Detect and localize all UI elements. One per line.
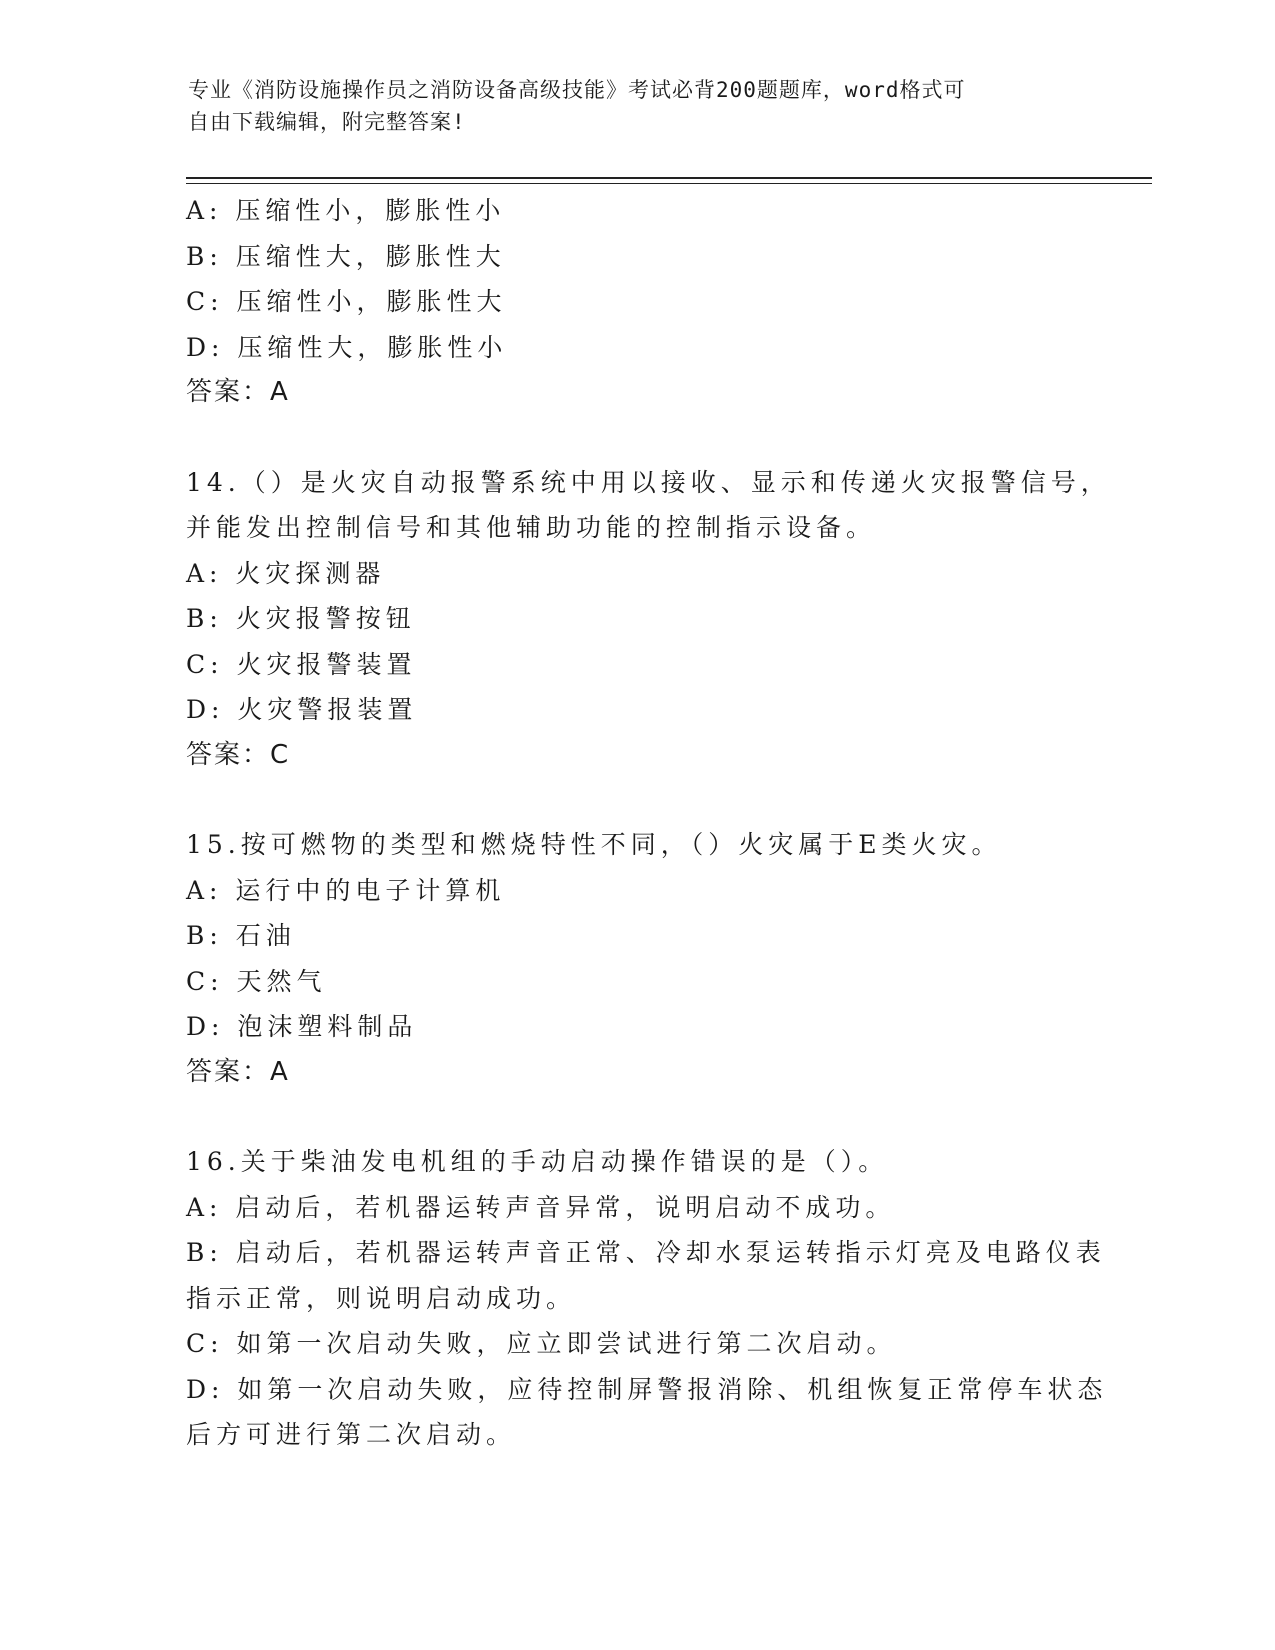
header-line-1: 专业《消防设施操作员之消防设备高级技能》考试必背200题题库，word格式可 <box>188 78 966 102</box>
answer: 答案：A <box>186 1056 290 1087</box>
spacer <box>186 1095 1086 1139</box>
question-stem: 16.关于柴油发电机组的手动启动操作错误的是（）。 <box>186 1147 889 1176</box>
header-divider-thick <box>186 177 1152 179</box>
option-a: A: 火灾探测器 <box>186 558 386 588</box>
option-c: C: 火灾报警装置 <box>186 649 417 679</box>
option-b: B: 火灾报警按钮 <box>186 604 416 633</box>
option-d: D: 如第一次启动失败，应待控制屏警报消除、机组恢复正常停车状态 <box>186 1374 1108 1404</box>
option-d-continued: 后方可进行第二次启动。 <box>186 1420 517 1449</box>
question-14 <box>186 460 1111 779</box>
option-b: B: 压缩性大，膨胀性大 <box>186 241 506 271</box>
question-stem-continued: 并能发出控制信号和其他辅助功能的控制指示设备。 <box>186 513 877 542</box>
option-d: D: 压缩性大，膨胀性小 <box>186 332 508 362</box>
option-d: D: 火灾警报装置 <box>186 695 418 724</box>
header-divider-thin <box>186 183 1152 184</box>
question-stem: 14.（）是火灾自动报警系统中用以接收、显示和传递火灾报警信号， <box>186 467 1111 497</box>
option-a: A: 运行中的电子计算机 <box>186 875 506 905</box>
answer: 答案：A <box>186 377 290 407</box>
option-b: B: 启动后，若机器运转声音正常、冷却水泵运转指示灯亮及电路仪表 <box>186 1238 1106 1267</box>
option-c: C: 如第一次启动失败，应立即尝试进行第二次启动。 <box>186 1329 897 1358</box>
page-header <box>188 74 1068 138</box>
question-stem: 15.按可燃物的类型和燃烧特性不同，（）火灾属于E类火灾。 <box>186 830 1002 859</box>
option-a: A: 压缩性小，膨胀性小 <box>186 196 506 225</box>
option-b-continued: 指示正常，则说明启动成功。 <box>186 1283 577 1313</box>
option-a: A: 启动后，若机器运转声音异常，说明启动不成功。 <box>186 1192 896 1222</box>
question-13 <box>186 188 1086 416</box>
question-16 <box>186 1139 1108 1458</box>
header-line-2: 自由下载编辑，附完整答案! <box>188 110 466 134</box>
option-c: C: 压缩性小，膨胀性大 <box>186 287 507 316</box>
answer: 答案：C <box>186 739 291 770</box>
question-list <box>186 188 1111 1458</box>
question-15 <box>186 822 1086 1095</box>
spacer <box>186 778 1086 822</box>
option-d: D: 泡沫塑料制品 <box>186 1012 418 1041</box>
option-b: B: 石油 <box>186 921 296 950</box>
spacer <box>186 416 1086 460</box>
option-c: C: 天然气 <box>186 966 327 996</box>
